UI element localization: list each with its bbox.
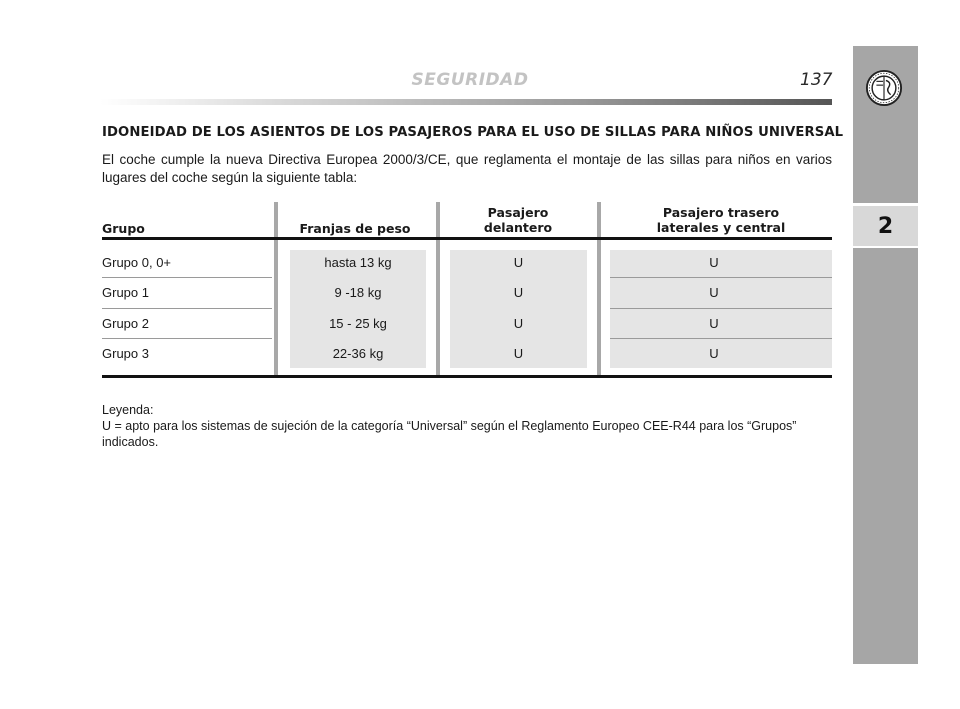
row-divider bbox=[102, 308, 272, 309]
table-cell-trasero: U bbox=[709, 255, 719, 270]
column-header-grupo: Grupo bbox=[102, 221, 145, 236]
column-separator bbox=[274, 202, 278, 376]
header-line: delantero bbox=[483, 220, 553, 235]
table-cell-grupo: Grupo 0, 0+ bbox=[102, 255, 172, 270]
alfa-romeo-logo-icon bbox=[865, 69, 903, 107]
table-top-rule bbox=[102, 237, 832, 240]
row-divider bbox=[102, 338, 272, 339]
page-heading: IDONEIDAD DE LOS ASIENTOS DE LOS PASAJEROS PARA EL USO DE SILLAS PARA NIÑOS UNIVERSAL bbox=[102, 125, 844, 140]
section-title: SEGURIDAD bbox=[411, 70, 529, 90]
header-divider bbox=[100, 99, 832, 105]
table-cell-delantero: U bbox=[513, 346, 524, 361]
column-separator bbox=[597, 202, 601, 376]
legend-text: U = apto para los sistemas de sujeción de la categoría “Universal” según el Reglamento Europeo CEE-R44 para los “Grupos” indicados. bbox=[102, 419, 797, 449]
page-number: 137 bbox=[800, 70, 833, 90]
legend bbox=[102, 402, 832, 450]
table-cell-trasero: U bbox=[709, 316, 719, 331]
table-cell-trasero: U bbox=[709, 346, 719, 361]
header-line: Pasajero trasero bbox=[662, 205, 780, 220]
intro-paragraph: El coche cumple la nueva Directiva Europea 2000/3/CE, que reglamenta el montaje de las sillas para niños en varios lugares del coche según la siguiente tabla: bbox=[102, 152, 832, 185]
column-header-pasajero-delantero bbox=[448, 205, 588, 235]
table-cell-peso: 22-36 kg bbox=[332, 346, 384, 361]
row-divider bbox=[610, 338, 832, 339]
column-header-franjas: Franjas de peso bbox=[299, 221, 411, 236]
column-separator bbox=[436, 202, 440, 376]
table-cell-delantero: U bbox=[513, 316, 524, 331]
table-cell-trasero: U bbox=[709, 285, 719, 300]
chapter-tab-number: 2 bbox=[877, 213, 894, 239]
header-line: Pasajero bbox=[487, 205, 549, 220]
table-cell-delantero: U bbox=[513, 255, 524, 270]
table-cell-peso: hasta 13 kg bbox=[324, 255, 392, 270]
table-cell-peso: 9 -18 kg bbox=[334, 285, 382, 300]
column-header-pasajero-trasero bbox=[610, 205, 832, 235]
table-cell-grupo: Grupo 3 bbox=[102, 346, 149, 361]
row-divider bbox=[610, 308, 832, 309]
table-cell-grupo: Grupo 2 bbox=[102, 316, 149, 331]
table-cell-grupo: Grupo 1 bbox=[102, 285, 149, 300]
sidebar-bottom-block bbox=[853, 248, 918, 664]
table-cell-peso: 15 - 25 kg bbox=[329, 316, 387, 331]
header-line: laterales y central bbox=[656, 220, 786, 235]
chapter-tab[interactable] bbox=[853, 206, 918, 246]
legend-title: Leyenda: bbox=[102, 403, 154, 417]
table-cell-delantero: U bbox=[513, 285, 524, 300]
table-bottom-rule bbox=[102, 375, 832, 378]
row-divider bbox=[102, 277, 272, 278]
row-divider bbox=[610, 277, 832, 278]
